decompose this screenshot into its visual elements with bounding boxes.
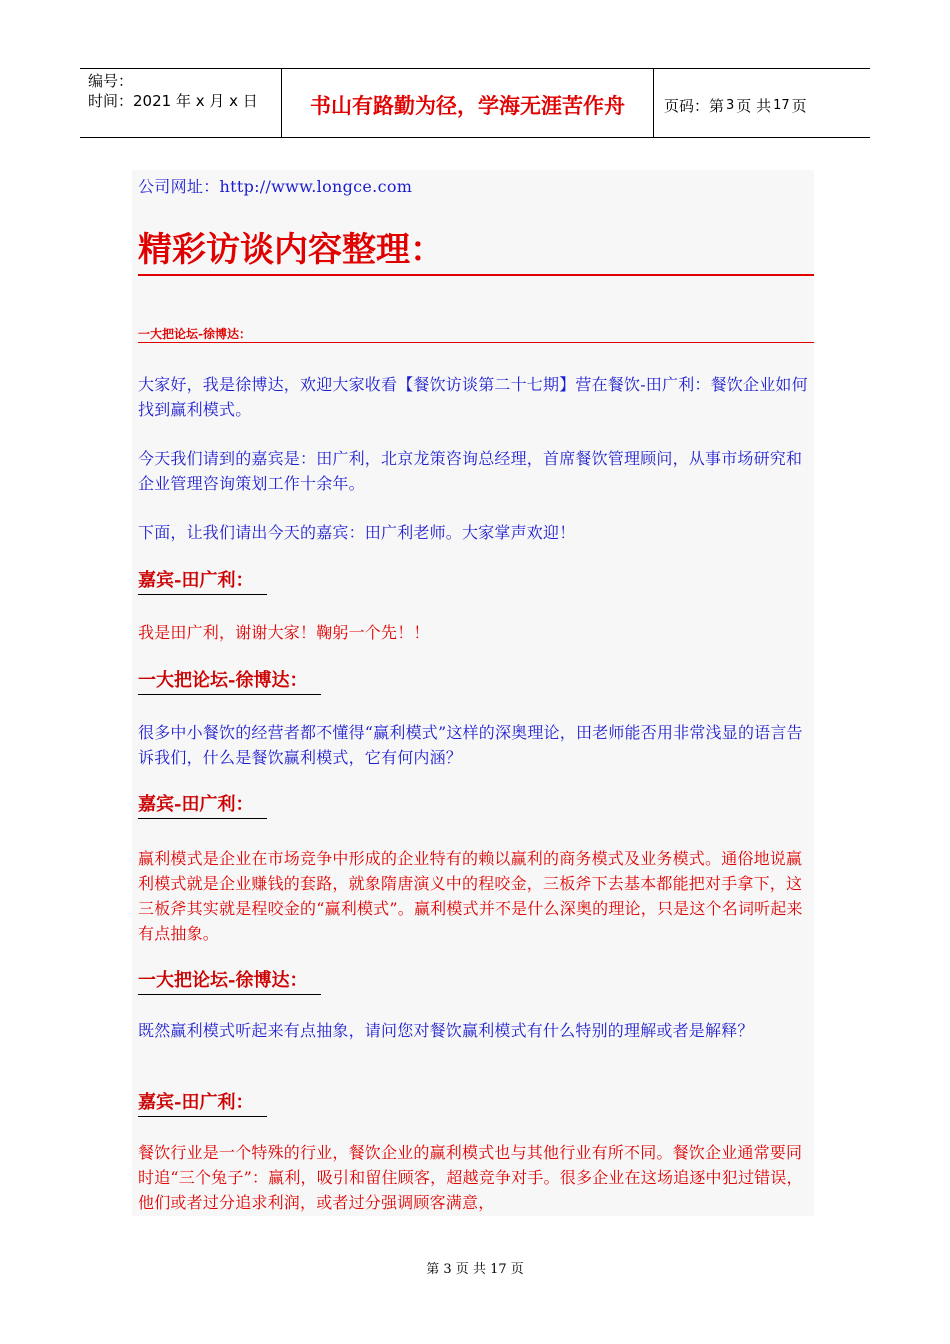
guest-label: 嘉宾-田广利：: [138, 568, 267, 595]
page-current: 3: [726, 97, 735, 113]
page-footer: [0, 1258, 950, 1277]
company-website: 公司网址：http://www.longce.com: [138, 177, 413, 196]
guest-label: 嘉宾-田广利：: [138, 792, 267, 819]
footer-mid: 页 共: [455, 1262, 486, 1277]
guest-label: 嘉宾-田广利：: [138, 1090, 267, 1117]
doc-number-label: 编号：: [88, 72, 134, 90]
footer-prefix: 第: [426, 1262, 440, 1277]
footer-current: 3: [443, 1262, 452, 1277]
interview-content: [132, 170, 814, 1216]
host-small-heading: 一大把论坛-徐博达：: [138, 326, 814, 343]
host-label: 一大把论坛-徐博达：: [138, 668, 321, 695]
page-total: 17: [773, 97, 790, 113]
guest-answer-1: 我是田广利，谢谢大家！鞠躬一个先！！: [138, 623, 430, 642]
page-suffix: 页: [791, 96, 807, 115]
guest-answer-2: 赢利模式是企业在市场竞争中形成的企业特有的赖以赢利的商务模式及业务模式。通俗地说赢利模式就是企业赚钱的套路，就象隋唐演义中的程咬金，三板斧下去基本都能把对手拿下，这三板斧其实就是程咬金的“赢利模式”。赢利模式并不是什么深奥的理论，只是这个名词听起来有点抽象。: [138, 849, 803, 943]
header-meta: [80, 69, 282, 137]
footer-suffix: 页: [510, 1262, 524, 1277]
footer-total: 17: [490, 1262, 507, 1277]
page-prefix: 页码：第: [664, 96, 725, 115]
page-mid: 页 共: [736, 96, 772, 115]
header-page-info: [654, 69, 870, 137]
doc-date-label: 时间：2021 年 x 月 x 日: [88, 92, 258, 110]
intro-paragraph-3: 下面，让我们请出今天的嘉宾：田广利老师。大家掌声欢迎！: [138, 523, 576, 542]
page-header: [80, 68, 870, 138]
guest-answer-3: 餐饮行业是一个特殊的行业，餐饮企业的赢利模式也与其他行业有所不同。餐饮企业通常要同时追“三个兔子”：赢利，吸引和留住顾客，超越竞争对手。很多企业在这场追逐中犯过错误，他们或者过分追求利润，或者过分强调顾客满意，: [138, 1143, 803, 1212]
main-title: 精彩访谈内容整理：: [138, 228, 814, 276]
host-question-1: 很多中小餐饮的经营者都不懂得“赢利模式”这样的深奥理论，田老师能否用非常浅显的语言告诉我们，什么是餐饮赢利模式，它有何内涵？: [138, 723, 803, 767]
intro-paragraph-1: 大家好，我是徐博达，欢迎大家收看【餐饮访谈第二十七期】营在餐饮-田广利：餐饮企业如何找到赢利模式。: [138, 375, 808, 419]
host-label: 一大把论坛-徐博达：: [138, 968, 321, 995]
header-motto: 书山有路勤为径，学海无涯苦作舟: [282, 69, 654, 137]
intro-paragraph-2: 今天我们请到的嘉宾是：田广利，北京龙策咨询总经理，首席餐饮管理顾问，从事市场研究和企业管理咨询策划工作十余年。: [138, 449, 803, 493]
host-question-2: 既然赢利模式听起来有点抽象，请问您对餐饮赢利模式有什么特别的理解或者是解释？: [138, 1021, 754, 1040]
